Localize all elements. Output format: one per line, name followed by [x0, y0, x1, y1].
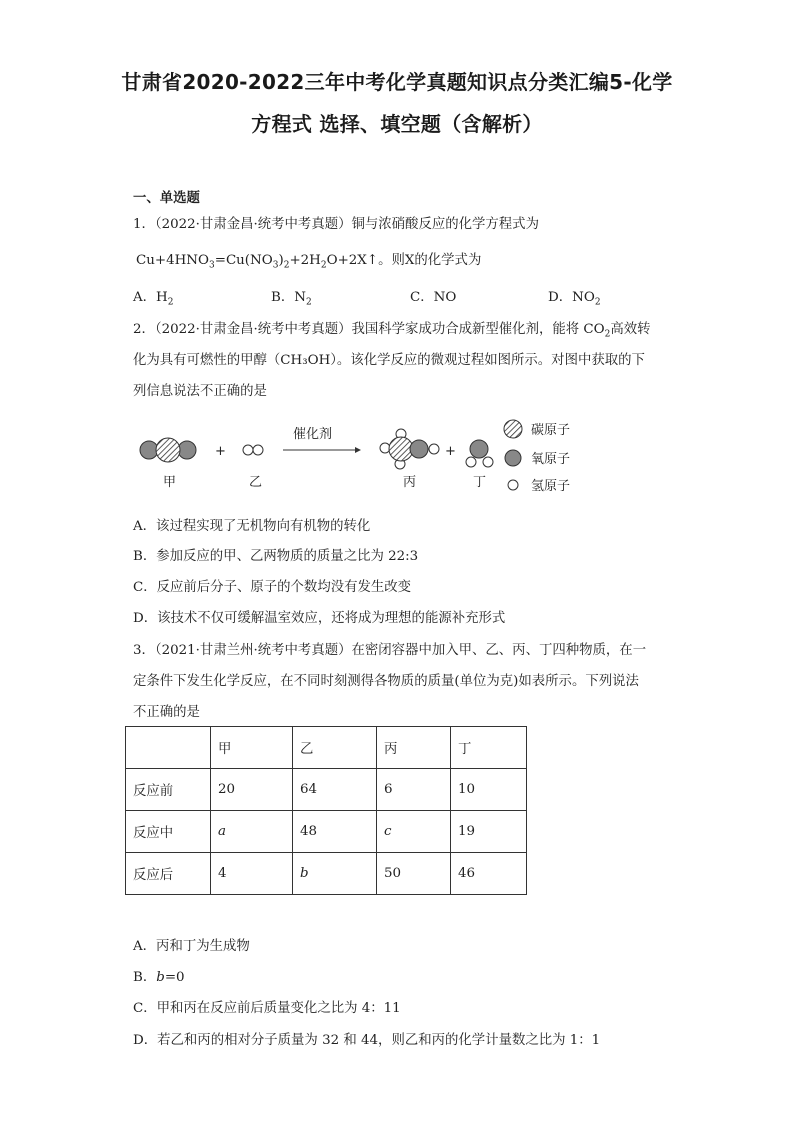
legend-hydrogen-label: 氢原子 — [531, 479, 571, 494]
mass-table — [125, 726, 527, 895]
table-header-cell: 丙 — [377, 727, 451, 769]
plus-sign-2: + — [445, 444, 456, 459]
legend — [504, 420, 570, 494]
legend-hydrogen-icon — [508, 480, 518, 490]
table-header-cell — [126, 727, 211, 769]
q2-option-b[interactable]: B．参加反应的甲、乙两物质的质量之比为 22:3 — [133, 549, 419, 564]
q2-option-c[interactable]: C．反应前后分子、原子的个数均没有发生改变 — [133, 580, 412, 595]
q1-option-a[interactable]: A．$H_2$ — [133, 290, 174, 308]
table-header-cell: 甲 — [211, 727, 293, 769]
q2-option-d[interactable]: D．该技术不仅可缓解温室效应，还将成为理想的能源补充形式 — [133, 611, 506, 626]
q1-option-c[interactable]: C．NO — [410, 290, 457, 305]
table-row — [126, 811, 527, 853]
table-cell: 48 — [293, 811, 377, 853]
q2-option-a[interactable]: A．该过程实现了无机物向有机物的转化 — [133, 519, 371, 534]
q1-equation: $Cu+4HNO_3=Cu(NO_3)_2+2H_2O+2X↑$。则X的化学式为 — [136, 253, 482, 271]
plus-sign-1: + — [215, 444, 226, 459]
reaction-arrow-icon — [283, 447, 361, 453]
table-cell: 反应中 — [126, 811, 211, 853]
section-heading: 一、单选题 — [133, 191, 200, 206]
molecule-yi-h2 — [243, 445, 263, 455]
table-cell: c — [377, 811, 451, 853]
q2-stem-line-3: 列信息说法不正确的是 — [133, 384, 267, 399]
table-cell: 64 — [293, 769, 377, 811]
molecule-bing-methanol — [380, 429, 439, 469]
table-cell: b — [293, 853, 377, 895]
legend-oxygen-label: 氧原子 — [531, 452, 571, 467]
table-cell: 6 — [377, 769, 451, 811]
q3-option-c[interactable]: C．甲和丙在反应前后质量变化之比为 4：11 — [133, 1001, 401, 1016]
q1-stem: 1．（2022·甘肃金昌·统考中考真题）铜与浓硝酸反应的化学方程式为 — [133, 217, 539, 232]
q1-option-b[interactable]: B．$N_2$ — [271, 290, 312, 308]
label-yi: 乙 — [249, 475, 263, 490]
q3-option-a[interactable]: A．丙和丁为生成物 — [133, 939, 250, 954]
label-jia: 甲 — [163, 475, 177, 490]
table-header-cell: 丁 — [451, 727, 527, 769]
q3-stem-line-1: 3．（2021·甘肃兰州·统考中考真题）在密闭容器中加入甲、乙、丙、丁四种物质，在一 — [133, 643, 647, 658]
q3-option-d[interactable]: D．若乙和丙的相对分子质量为 32 和 44，则乙和丙的化学计量数之比为 1：1 — [133, 1033, 601, 1048]
molecule-jia-co2 — [140, 438, 196, 462]
table-header-cell: 乙 — [293, 727, 377, 769]
q2-stem-line-2: 化为具有可燃性的甲醇（CH₃OH）。该化学反应的微观过程如图所示。对图中获取的下 — [133, 353, 645, 368]
table-cell: 50 — [377, 853, 451, 895]
table-cell: 46 — [451, 853, 527, 895]
table-cell: 4 — [211, 853, 293, 895]
label-ding: 丁 — [473, 475, 487, 490]
q3-stem-line-2: 定条件下发生化学反应，在不同时刻测得各物质的质量(单位为克)如表所示。下列说法 — [133, 674, 639, 689]
table-cell: 10 — [451, 769, 527, 811]
q3-option-b[interactable]: B．b=0 — [133, 970, 185, 985]
q2-stem-line-1: 2．（2022·甘肃金昌·统考中考真题）我国科学家成功合成新型催化剂，能将 $CO_2$高效转 — [133, 322, 651, 340]
table-row — [126, 769, 527, 811]
table-row — [126, 853, 527, 895]
label-bing: 丙 — [403, 475, 417, 490]
molecule-ding-water — [466, 440, 493, 467]
reaction-diagram — [133, 412, 593, 498]
table-cell: 19 — [451, 811, 527, 853]
legend-carbon-label: 碳原子 — [531, 423, 571, 438]
page-title-line-2: 方程式 选择、填空题（含解析） — [251, 112, 543, 136]
q3-stem-line-3: 不正确的是 — [133, 705, 200, 720]
q1-option-d[interactable]: D．$NO_2$ — [548, 290, 601, 308]
legend-carbon-icon — [504, 420, 522, 438]
table-header-row — [126, 727, 527, 769]
table-cell: 反应前 — [126, 769, 211, 811]
table-cell: 20 — [211, 769, 293, 811]
page-title-line-1: 甘肃省2020-2022三年中考化学真题知识点分类汇编5-化学 — [121, 70, 673, 94]
legend-oxygen-icon — [505, 450, 521, 466]
table-cell: a — [211, 811, 293, 853]
catalyst-label: 催化剂 — [293, 427, 333, 442]
table-cell: 反应后 — [126, 853, 211, 895]
